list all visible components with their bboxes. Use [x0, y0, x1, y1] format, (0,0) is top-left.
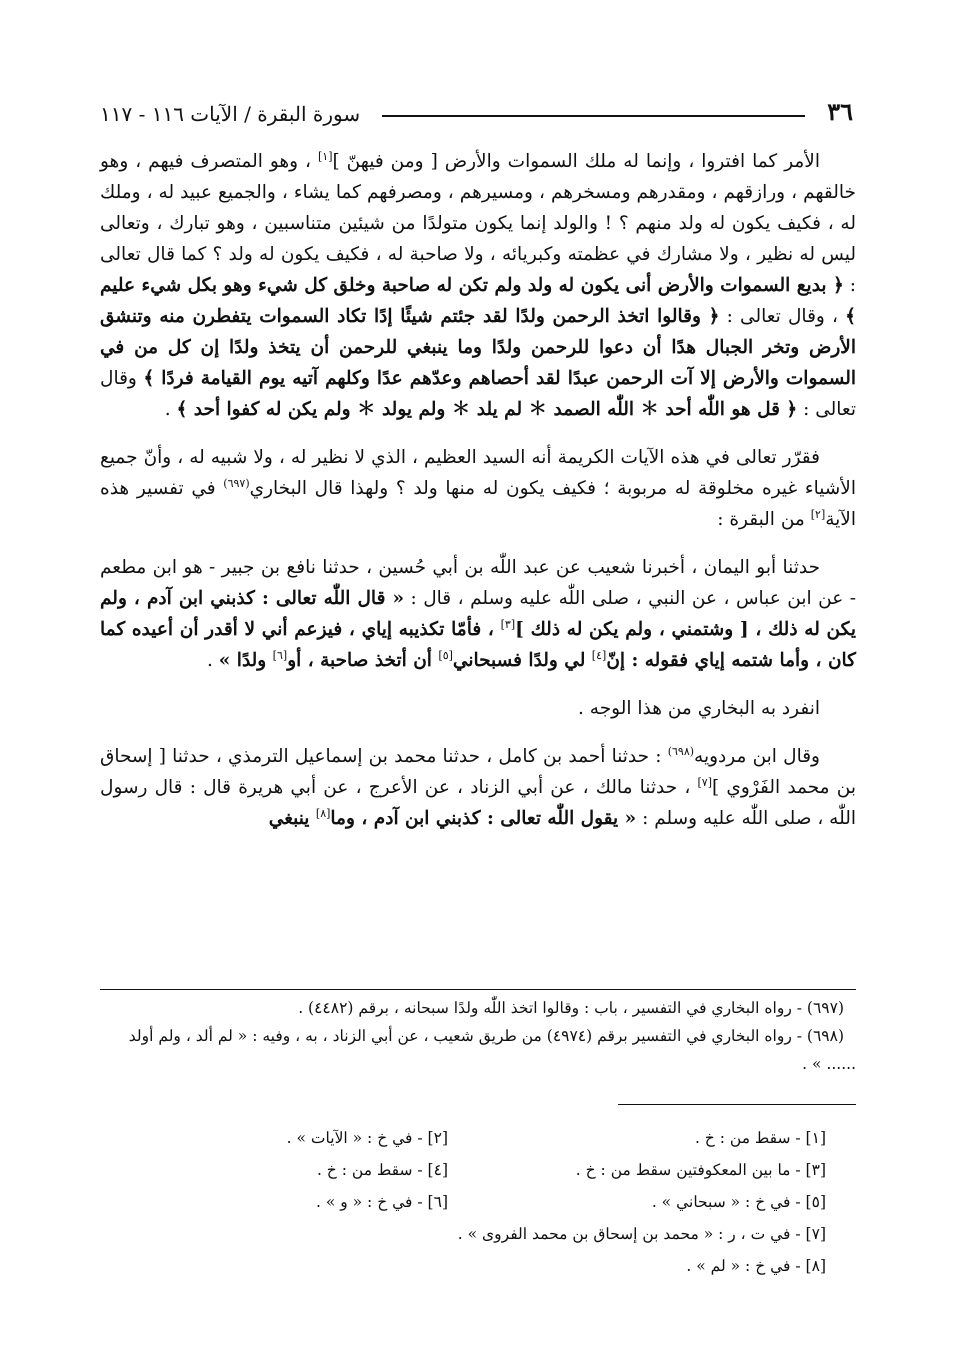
footnotes [100, 994, 856, 1078]
quoted-text: ، فأمّا تكذيبه إياي ، فيزعم أني لا أقدر أن أعيده كما كان ، وأما شتمه إياي فقوله : إنّ [100, 619, 856, 671]
quoted-text: ﴿ وقالوا اتخذ الرحمن ولدًا لقد جئتم شيئًا إدًا تكاد السموات يتفطرن منه وتنشق الأرض وتخر الجبال هدًا أن دعوا للرحمن ولدًا وما ينبغي للرحمن أن يتخذ ولدًا إن كل من في السموات والأرض إلا آت الرحمن عبدًا لقد أحصاهم وعدّهم عدًا وكلهم آتيه يوم القيامة فردًا ﴾ [100, 306, 856, 389]
main-text [100, 146, 856, 851]
surah-title: سورة البقرة / الآيات ١١٦ - ١١٧ [100, 102, 361, 126]
note-marker: (٦٩٧) [223, 476, 250, 490]
text-run: من البقرة : [717, 509, 811, 530]
footnote: (٦٩٧) - رواه البخاري في التفسير ، باب : وقالوا اتخذ اللّٰه ولدًا سبحانه ، برقم (٤٤٨٢) . [298, 999, 844, 1017]
text-run: : حدثنا أحمد بن كامل ، حدثنا محمد بن إسماعيل الترمذي ، حدثنا [ إسحاق بن محمد الفَرْوي ] [100, 746, 857, 798]
variant-note: [١] - سقط من : خ . [694, 1129, 826, 1147]
text-run: الأمر كما افتروا ، وإنما له ملك السموات والأرض [ ومن فيهنّ ] [332, 151, 820, 172]
text-run: ، وهو المتصرف فيهم ، وهو خالقهم ، ورازقهم ، ومقدرهم ومسخرهم ، ومسيرهم ، ومصرفهم كما يشاء ، والجميع عبيد له ، وملك له ، فكيف يكون له ولد منهم ؟ ! والولد إنما يكون متولدًا من شيئين متناسبين ، وهو تبارك ، وتعالى ليس له نظير ، ولا مشارك في عظمته وكبريائه ، ولا صاحبة له ، فكيف يكون له ولد ؟ كما قال تعالى : [100, 151, 856, 296]
variant-note: [٤] - سقط من : خ . [316, 1161, 448, 1179]
quoted-text: ﴿ بديع السموات والأرض أنى يكون له ولد ولم تكن له صاحبة وخلق كل شيء وهو بكل شيء عليم ﴾ [100, 275, 857, 327]
paragraph [100, 442, 856, 535]
paragraph [100, 146, 856, 425]
variant-note: [٣] - ما بين المعكوفتين سقط من : خ . [575, 1161, 826, 1179]
variant-note: [٦] - في خ : « و » . [315, 1193, 448, 1211]
text-run: وقال تعالى : [100, 368, 856, 420]
quoted-text: أن أتخذ صاحبة ، أو [287, 650, 439, 671]
note-marker: [٢] [810, 507, 826, 521]
quoted-text: « يقول اللّٰه تعالى : كذبني ابن آدم ، وما [330, 808, 637, 829]
variant-note: [٢] - في خ : « الآيات » . [286, 1129, 448, 1147]
quoted-text: ولدًا » [218, 650, 273, 671]
quoted-text: « قال اللّٰه تعالى : كذبني ابن آدم ، ولم يكن له ذلك ، [ وشتمني ، ولم يكن له ذلك ] [100, 588, 856, 640]
paragraph [100, 693, 856, 724]
quoted-text: لي ولدًا فسبحاني [452, 650, 592, 671]
page-number: ٣٦ [827, 97, 853, 126]
quoted-text: ينبغي [268, 808, 316, 829]
note-marker: [١] [317, 149, 333, 163]
text-run: . [164, 399, 177, 420]
paragraph [100, 741, 856, 834]
header-rule [382, 115, 805, 117]
text-run: انفرد به البخاري من هذا الوجه . [578, 698, 820, 719]
text-run: . [207, 650, 219, 671]
variant-note: [٨] - في خ : « لم » . [686, 1257, 826, 1275]
quoted-text: ﴿ قل هو اللّٰه أحد ＊ اللّٰه الصمد ＊ لم يلد ＊ ولم يولد ＊ ولم يكن له كفوا أحد ﴾ [176, 399, 798, 420]
variant-row [100, 1122, 856, 1154]
note-marker: [٨] [315, 806, 331, 820]
variant-row [100, 1154, 856, 1186]
note-marker: (٦٩٨) [667, 744, 695, 758]
paragraph [100, 552, 856, 676]
variant-note: [٧] - في ت ، ر : « محمد بن إسحاق بن محمد الفروى » . [457, 1225, 826, 1243]
variant-row [100, 1218, 856, 1250]
note-marker: [٤] [591, 648, 607, 662]
text-run: في تفسير هذه الآية [100, 478, 856, 530]
note-marker: [٥] [438, 648, 453, 662]
footnote: (٦٩٨) - رواه البخاري في التفسير برقم (٤٩٧٤) من طريق شعيب ، عن أبي الزناد ، به ، وفيه : « لم ألد ، ولم أولد ...... » . [128, 1027, 856, 1073]
page-header [100, 92, 853, 126]
variant-row [100, 1250, 856, 1282]
textual-variants [100, 1122, 856, 1282]
footnote-separator [100, 989, 856, 990]
note-marker: [٧] [697, 775, 713, 789]
variant-note: [٥] - في خ : « سبحاني » . [651, 1193, 826, 1211]
text-run: فقرّر تعالى في هذه الآيات الكريمة أنه السيد العظيم ، الذي لا نظير له ، ولا شبيه له ، وأنّ جميع الأشياء غيره مخلوقة له مربوبة ؛ فكيف يكون له منها ولد ؟ ولهذا قال البخاري [100, 447, 856, 499]
text-run: حدثنا أبو اليمان ، أخبرنا شعيب عن عبد اللّٰه بن أبي حُسين ، حدثنا نافع بن جبير - هو ابن مطعم - عن ابن عباس ، عن النبي ، صلى اللّٰه عليه وسلم ، قال : [100, 557, 857, 609]
text-run: ، وقال تعالى : [719, 306, 846, 327]
variant-row [100, 1186, 856, 1218]
note-marker: [٣] [500, 617, 516, 631]
variants-separator [618, 1104, 856, 1105]
text-run: وقال ابن مردويه [694, 746, 820, 767]
note-marker: [٦] [272, 648, 288, 662]
text-run: ، حدثنا مالك ، عن أبي الزناد ، عن الأعرج ، عن أبي هريرة قال : قال رسول اللّٰه ، صلى اللّٰه عليه وسلم : [100, 777, 856, 829]
